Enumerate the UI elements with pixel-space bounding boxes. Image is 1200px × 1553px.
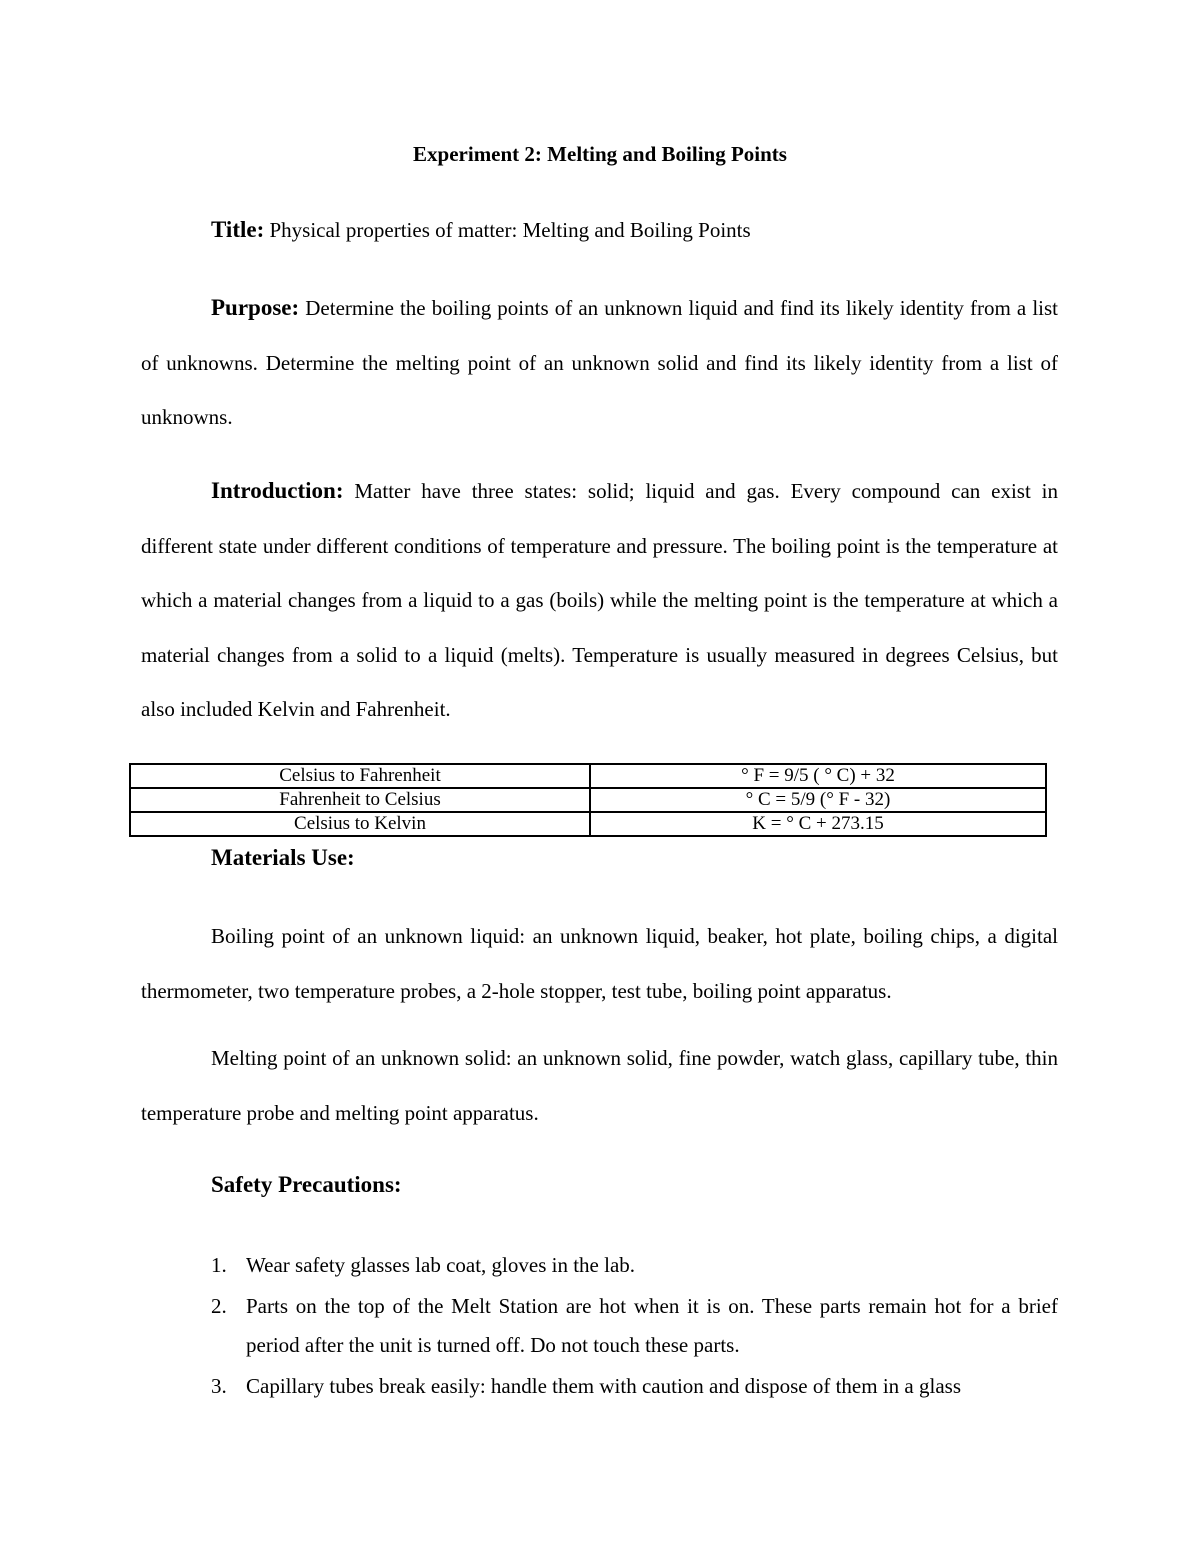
introduction-text: Matter have three states: solid; liquid and gas. Every compound can exist in different state under different conditions of temperature and pressure. The boiling point is the temperature at which a material changes from a liquid to a gas (boils) while the melting point is the temperature at which a material changes from a solid to a liquid (melts). Temperature is usually measured in degrees Celsius, but also included Kelvin and Fahrenheit.	[141, 479, 1058, 721]
introduction-label: Introduction:	[211, 478, 344, 503]
materials-boiling-paragraph	[141, 909, 1058, 1018]
conversion-formula-cell: ° C = 5/9 (° F - 32)	[590, 788, 1046, 812]
conversion-formula-cell: ° F = 9/5 ( ° C) + 32	[590, 764, 1046, 788]
list-number: 1.	[211, 1253, 227, 1277]
safety-heading: Safety Precautions:	[211, 1172, 402, 1197]
title-paragraph	[141, 203, 1058, 258]
document-title: Experiment 2: Melting and Boiling Points	[413, 142, 787, 166]
materials-boiling-text: Boiling point of an unknown liquid: an unknown liquid, beaker, hot plate, boiling chips, a digital thermometer, two temperature probes, a 2-hole stopper, test tube, boiling point apparatus.	[141, 924, 1058, 1003]
title-label: Title:	[211, 217, 265, 242]
purpose-paragraph	[141, 281, 1058, 445]
purpose-label: Purpose:	[211, 295, 300, 320]
temperature-conversion-table	[129, 763, 1047, 837]
list-text: Wear safety glasses lab coat, gloves in the lab.	[246, 1253, 636, 1277]
list-item	[211, 1367, 1058, 1407]
conversion-name-cell: Fahrenheit to Celsius	[130, 788, 590, 812]
safety-list	[211, 1246, 1058, 1407]
list-item	[211, 1246, 1058, 1286]
materials-melting-paragraph	[141, 1031, 1058, 1140]
list-number: 3.	[211, 1373, 227, 1398]
title-text: Physical properties of matter: Melting and Boiling Points	[264, 218, 751, 242]
table-row	[130, 764, 1046, 788]
conversion-name-cell: Celsius to Fahrenheit	[130, 764, 590, 788]
list-number: 2.	[211, 1293, 227, 1318]
conversion-formula-cell: K = ° C + 273.15	[590, 812, 1046, 836]
list-text: Parts on the top of the Melt Station are hot when it is on. These parts remain hot for a brief period after the unit is turned off. Do not touch these parts.	[246, 1293, 1058, 1357]
conversion-name-cell: Celsius to Kelvin	[130, 812, 590, 836]
table-row	[130, 788, 1046, 812]
purpose-text: Determine the boiling points of an unknown liquid and find its likely identity from a list of unknowns. Determine the melting point of an unknown solid and find its likely identity from a list of unknowns.	[141, 296, 1058, 429]
list-text: Capillary tubes break easily: handle them with caution and dispose of them in a glass	[246, 1373, 961, 1398]
materials-melting-text: Melting point of an unknown solid: an unknown solid, fine powder, watch glass, capillary tube, thin temperature probe and melting point apparatus.	[141, 1046, 1058, 1125]
table-row	[130, 812, 1046, 836]
materials-heading: Materials Use:	[211, 845, 355, 870]
list-item	[211, 1287, 1058, 1366]
introduction-paragraph	[141, 464, 1058, 737]
